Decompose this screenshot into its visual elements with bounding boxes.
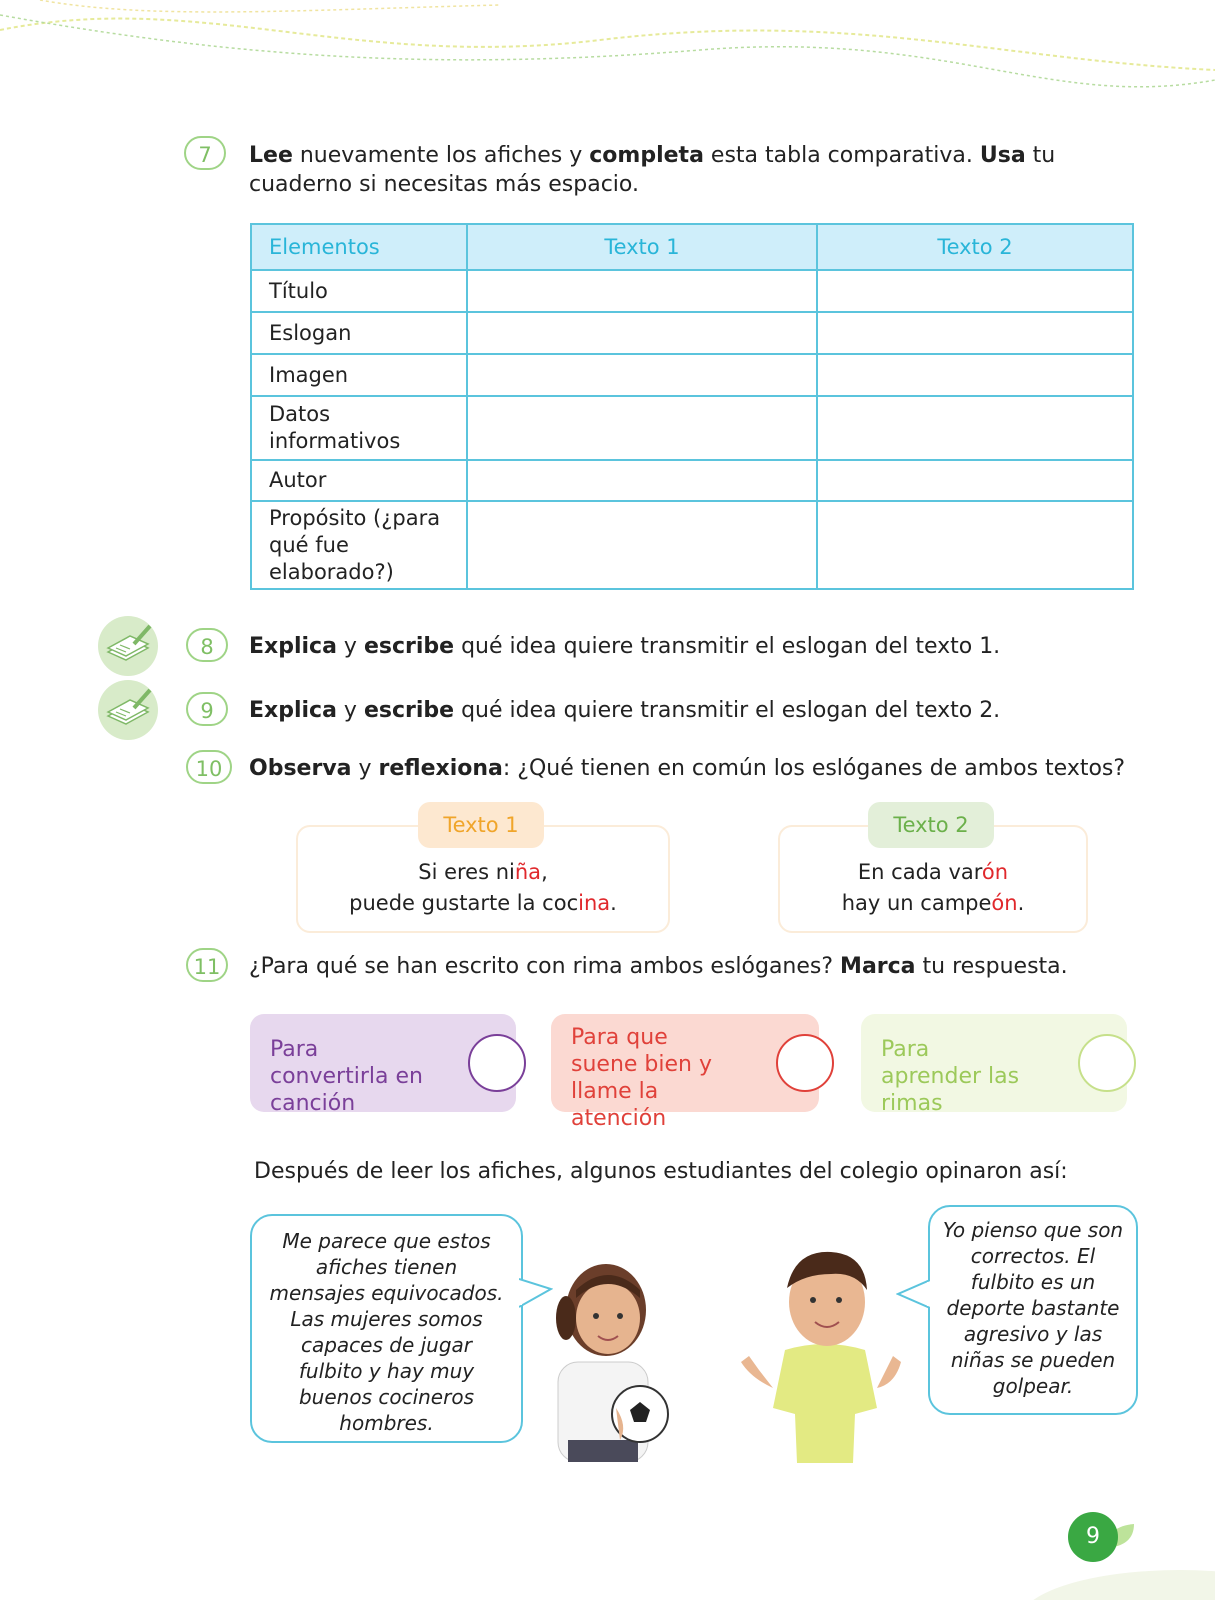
- writing-activity-icon: [96, 678, 160, 742]
- boy-speech-bubble: [928, 1205, 1138, 1415]
- question-number-10: 10: [186, 750, 232, 784]
- option-circle[interactable]: [1078, 1034, 1136, 1092]
- table-row: [251, 396, 1133, 460]
- girl-with-ball-illustration: [548, 1250, 678, 1462]
- answer-cell[interactable]: [817, 354, 1133, 396]
- answer-cell[interactable]: [467, 270, 817, 312]
- answer-cell[interactable]: [817, 396, 1133, 460]
- girl-speech-text: Me parece que estos afiches tienen mensajes equivocados. Las mujeres somos capaces de jugar fulbito y hay muy buenos cocineros hombres.: [269, 1229, 504, 1435]
- decorative-wave: [0, 0, 1215, 110]
- table-row: [251, 460, 1133, 501]
- table-row: [251, 312, 1133, 354]
- question-number-9: 9: [186, 692, 228, 726]
- table-row: [251, 354, 1133, 396]
- table-row: [251, 501, 1133, 589]
- slogan-line: En cada varón: [857, 860, 1009, 884]
- tab-texto-2: Texto 2: [868, 802, 994, 848]
- option-circle[interactable]: [776, 1034, 834, 1092]
- question-9-text: Explica y escribe qué idea quiere transmitir el eslogan del texto 2.: [249, 698, 1001, 723]
- question-11-text: ¿Para qué se han escrito con rima ambos eslóganes? Marca tu respuesta.: [249, 954, 1068, 979]
- answer-cell[interactable]: [467, 312, 817, 354]
- row-label: Propósito (¿para qué fue elaborado?): [251, 501, 467, 589]
- slogan-line: hay un campeón.: [841, 891, 1025, 915]
- table-header: Elementos: [251, 224, 467, 270]
- slogan-line: Si eres niña,: [418, 860, 548, 884]
- boy-illustration: [735, 1238, 915, 1463]
- answer-cell[interactable]: [817, 312, 1133, 354]
- answer-cell[interactable]: [817, 460, 1133, 501]
- option-label: Para que suene bien y llame la atención: [571, 1025, 712, 1131]
- writing-activity-icon: [96, 614, 160, 678]
- option-label: Para convertirla en canción: [270, 1037, 423, 1116]
- option-label: Para aprender las rimas: [881, 1037, 1020, 1116]
- question-7-text: Lee nuevamente los afiches y completa esta tabla comparativa. Usa tu cuaderno si necesitas más espacio.: [249, 143, 1056, 197]
- answer-cell[interactable]: [817, 270, 1133, 312]
- boy-speech-text: Yo pienso que son correctos. El fulbito es un deporte bastante agresivo y las niñas se pueden golpear.: [942, 1218, 1124, 1398]
- answer-cell[interactable]: [467, 460, 817, 501]
- table-header: Texto 1: [467, 224, 817, 270]
- slogan-line: puede gustarte la cocina.: [349, 891, 617, 915]
- question-number-7: 7: [184, 136, 226, 170]
- question-number-8: 8: [186, 628, 228, 662]
- table-header-row: [251, 224, 1133, 270]
- option-circle[interactable]: [468, 1034, 526, 1092]
- opinions-intro: Después de leer los afiches, algunos estudiantes del colegio opinaron así:: [254, 1159, 1068, 1184]
- comparison-table: [250, 223, 1134, 590]
- question-number-11: 11: [186, 948, 228, 982]
- answer-cell[interactable]: [467, 354, 817, 396]
- row-label: Título: [251, 270, 467, 312]
- page-number: 9: [1068, 1512, 1118, 1562]
- question-8-text: Explica y escribe qué idea quiere transmitir el eslogan del texto 1.: [249, 634, 1001, 659]
- row-label: Eslogan: [251, 312, 467, 354]
- girl-speech-bubble: [250, 1214, 523, 1443]
- row-label: Autor: [251, 460, 467, 501]
- row-label: Imagen: [251, 354, 467, 396]
- table-header: Texto 2: [817, 224, 1133, 270]
- table-row: [251, 270, 1133, 312]
- tab-texto-1: Texto 1: [418, 802, 544, 848]
- answer-cell[interactable]: [467, 396, 817, 460]
- question-10-text: Observa y reflexiona: ¿Qué tienen en común los eslóganes de ambos textos?: [249, 756, 1126, 781]
- answer-cell[interactable]: [817, 501, 1133, 589]
- answer-cell[interactable]: [467, 501, 817, 589]
- row-label: Datos informativos: [251, 396, 467, 460]
